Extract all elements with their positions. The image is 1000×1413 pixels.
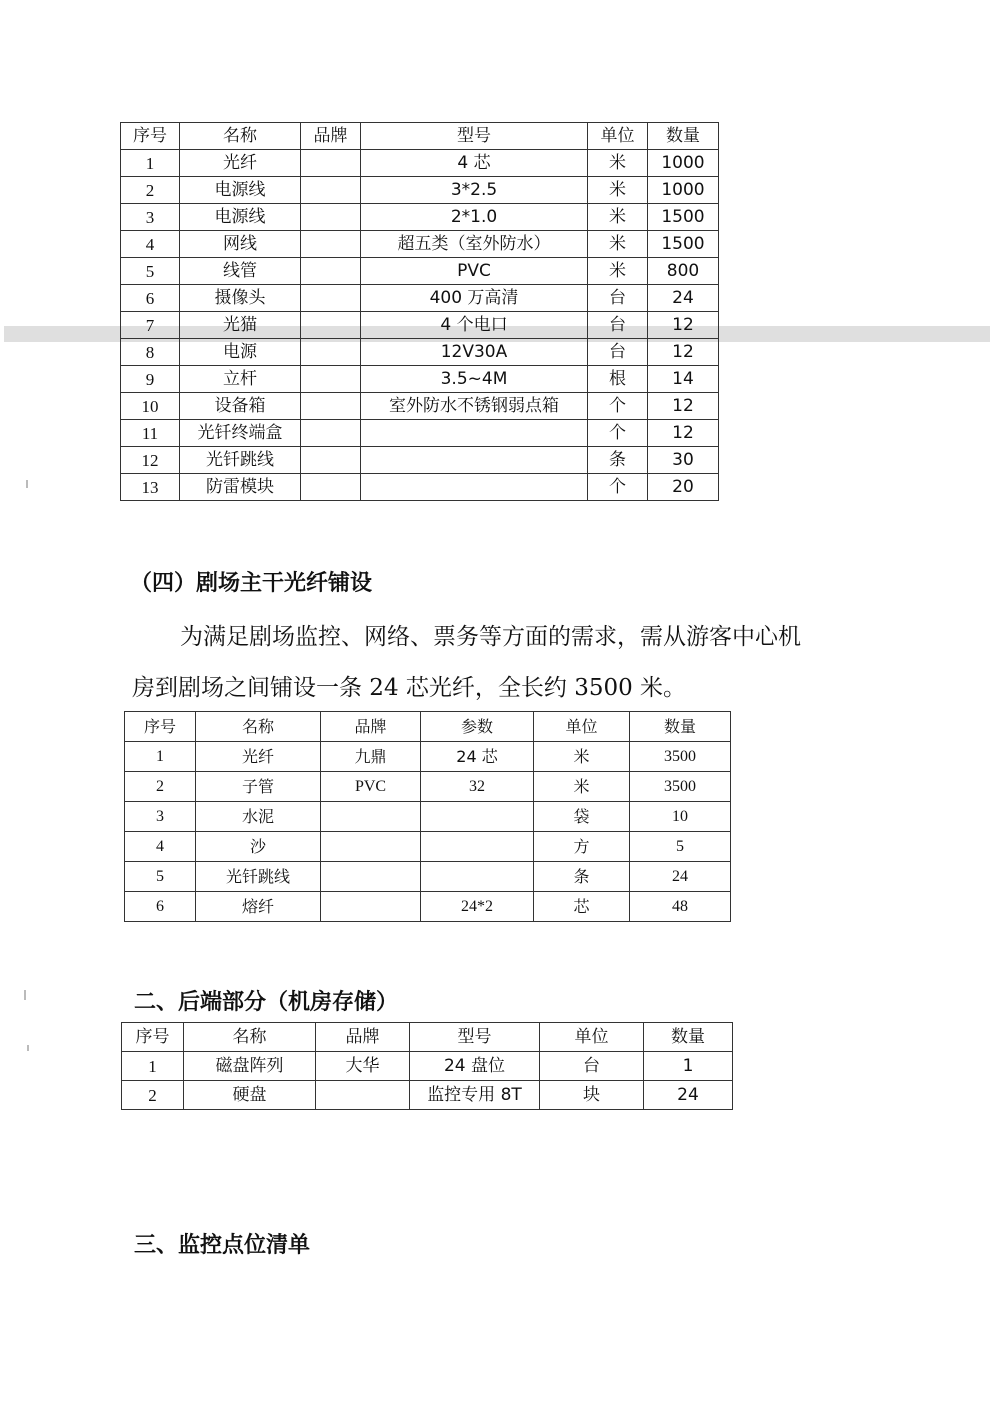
header-cell: 品牌 [321,712,421,742]
scan-speck [26,480,28,488]
cell-name: 光纤 [180,150,301,177]
header-cell: 单位 [534,712,630,742]
table-row [121,312,719,339]
header-cell: 单位 [588,123,648,150]
cell-unit: 米 [534,742,630,772]
cell-quantity: 800 [648,258,719,285]
cell-unit: 米 [588,150,648,177]
cell-brand [301,474,361,501]
cell-model: 室外防水不锈钢弱点箱 [361,393,588,420]
table-row [121,474,719,501]
cell-name: 光钎跳线 [196,862,321,892]
cell-unit: 袋 [534,802,630,832]
paragraph-line: 为满足剧场监控、网络、票务等方面的需求，需从游客中心机 [180,624,801,650]
header-cell: 名称 [180,123,301,150]
header-cell: 序号 [125,712,196,742]
cell-model: 12V30A [361,339,588,366]
cell-name: 硬盘 [184,1081,316,1110]
cell-name: 磁盘阵列 [184,1052,316,1081]
cell-model: 4 个电口 [361,312,588,339]
cell-unit: 个 [588,420,648,447]
paragraph-line: 房到剧场之间铺设一条 24 芯光纤，全长约 3500 米。 [132,675,687,701]
cell-unit: 芯 [534,892,630,922]
header-cell: 型号 [361,123,588,150]
scan-speck [27,1045,29,1051]
cell-brand [301,420,361,447]
header-cell: 数量 [648,123,719,150]
equipment-table-fiber-trunk [124,711,731,922]
cell-quantity: 12 [648,339,719,366]
table-row [121,420,719,447]
cell-unit: 条 [588,447,648,474]
table-header-row [121,123,719,150]
cell-brand [316,1081,410,1110]
cell-index: 5 [125,862,196,892]
cell-name: 沙 [196,832,321,862]
table-row [121,285,719,312]
cell-quantity: 3500 [630,742,731,772]
cell-name: 设备箱 [180,393,301,420]
cell-name: 线管 [180,258,301,285]
header-cell: 单位 [540,1023,644,1052]
cell-index: 13 [121,474,180,501]
cell-model [361,474,588,501]
cell-brand [321,862,421,892]
cell-brand [301,150,361,177]
cell-index: 1 [121,150,180,177]
cell-model: 4 芯 [361,150,588,177]
cell-unit: 个 [588,474,648,501]
header-cell: 数量 [644,1023,733,1052]
cell-quantity: 10 [630,802,731,832]
cell-model: 400 万高清 [361,285,588,312]
cell-brand [301,177,361,204]
cell-brand [301,204,361,231]
table-row [121,231,719,258]
cell-quantity: 20 [648,474,719,501]
table-row [125,892,731,922]
cell-quantity: 12 [648,420,719,447]
cell-model [361,420,588,447]
header-cell: 参数 [421,712,534,742]
header-cell: 型号 [410,1023,540,1052]
cell-index: 3 [125,802,196,832]
table-row [122,1081,733,1110]
cell-brand [321,832,421,862]
cell-name: 立杆 [180,366,301,393]
cell-name: 光纤 [196,742,321,772]
table-row [125,802,731,832]
cell-param [421,862,534,892]
cell-unit: 台 [588,339,648,366]
cell-index: 7 [121,312,180,339]
table-row [121,447,719,474]
cell-brand: 九鼎 [321,742,421,772]
cell-index: 2 [122,1081,184,1110]
cell-name: 子管 [196,772,321,802]
cell-index: 2 [121,177,180,204]
table-row [121,339,719,366]
equipment-table-backend [121,1022,733,1110]
cell-quantity: 1500 [648,204,719,231]
cell-index: 9 [121,366,180,393]
cell-brand [301,231,361,258]
cell-quantity: 12 [648,312,719,339]
cell-index: 5 [121,258,180,285]
table-row [121,150,719,177]
cell-index: 3 [121,204,180,231]
cell-brand: PVC [321,772,421,802]
cell-param: 24*2 [421,892,534,922]
cell-index: 6 [125,892,196,922]
header-cell: 名称 [196,712,321,742]
cell-index: 12 [121,447,180,474]
cell-unit: 根 [588,366,648,393]
cell-name: 电源线 [180,177,301,204]
cell-name: 熔纤 [196,892,321,922]
cell-unit: 米 [588,258,648,285]
cell-brand [301,447,361,474]
section-heading-backend: 二、后端部分（机房存储） [134,990,399,1015]
header-cell: 序号 [121,123,180,150]
cell-quantity: 30 [648,447,719,474]
cell-name: 摄像头 [180,285,301,312]
scan-speck [24,990,26,1000]
cell-brand [321,892,421,922]
cell-index: 1 [122,1052,184,1081]
cell-unit: 台 [588,285,648,312]
equipment-table-front-end [120,122,719,501]
cell-brand [301,366,361,393]
cell-param: 32 [421,772,534,802]
cell-index: 4 [125,832,196,862]
cell-name: 电源 [180,339,301,366]
cell-brand [301,393,361,420]
section-heading-fiber-trunk: （四）剧场主干光纤铺设 [130,571,373,596]
cell-param [421,832,534,862]
cell-quantity: 3500 [630,772,731,802]
cell-quantity: 1000 [648,150,719,177]
cell-unit: 米 [588,204,648,231]
table-row [125,832,731,862]
cell-index: 10 [121,393,180,420]
cell-name: 光猫 [180,312,301,339]
cell-name: 防雷模块 [180,474,301,501]
cell-param: 24 芯 [421,742,534,772]
section-heading-monitoring-points: 三、监控点位清单 [134,1233,311,1258]
cell-model: 24 盘位 [410,1052,540,1081]
cell-index: 4 [121,231,180,258]
table-row [121,258,719,285]
cell-unit: 个 [588,393,648,420]
table-header-row [122,1023,733,1052]
cell-unit: 方 [534,832,630,862]
table-header-row [125,712,731,742]
cell-quantity: 1 [644,1052,733,1081]
cell-unit: 条 [534,862,630,892]
cell-quantity: 48 [630,892,731,922]
header-cell: 品牌 [301,123,361,150]
header-cell: 品牌 [316,1023,410,1052]
cell-quantity: 12 [648,393,719,420]
table-row [125,742,731,772]
cell-quantity: 14 [648,366,719,393]
table-row [121,204,719,231]
table-row [121,177,719,204]
cell-index: 2 [125,772,196,802]
cell-unit: 台 [588,312,648,339]
cell-index: 6 [121,285,180,312]
cell-brand [301,339,361,366]
cell-model: 2*1.0 [361,204,588,231]
table-row [122,1052,733,1081]
cell-quantity: 1000 [648,177,719,204]
cell-model: 3.5~4M [361,366,588,393]
cell-model [361,447,588,474]
cell-index: 11 [121,420,180,447]
cell-index: 1 [125,742,196,772]
header-cell: 数量 [630,712,731,742]
cell-quantity: 1500 [648,231,719,258]
table-row [121,393,719,420]
cell-model: 超五类（室外防水） [361,231,588,258]
cell-model: 3*2.5 [361,177,588,204]
cell-brand [301,312,361,339]
cell-name: 光钎终端盒 [180,420,301,447]
header-cell: 名称 [184,1023,316,1052]
cell-brand [301,285,361,312]
cell-unit: 米 [588,231,648,258]
cell-brand: 大华 [316,1052,410,1081]
cell-index: 8 [121,339,180,366]
table-row [125,862,731,892]
cell-param [421,802,534,832]
cell-unit: 台 [540,1052,644,1081]
cell-model: PVC [361,258,588,285]
cell-name: 光钎跳线 [180,447,301,474]
cell-model: 监控专用 8T [410,1081,540,1110]
cell-quantity: 5 [630,832,731,862]
cell-name: 电源线 [180,204,301,231]
cell-quantity: 24 [648,285,719,312]
cell-unit: 米 [534,772,630,802]
header-cell: 序号 [122,1023,184,1052]
cell-name: 网线 [180,231,301,258]
table-row [125,772,731,802]
cell-brand [301,258,361,285]
table-row [121,366,719,393]
cell-unit: 米 [588,177,648,204]
cell-unit: 块 [540,1081,644,1110]
cell-quantity: 24 [630,862,731,892]
cell-quantity: 24 [644,1081,733,1110]
cell-brand [321,802,421,832]
cell-name: 水泥 [196,802,321,832]
